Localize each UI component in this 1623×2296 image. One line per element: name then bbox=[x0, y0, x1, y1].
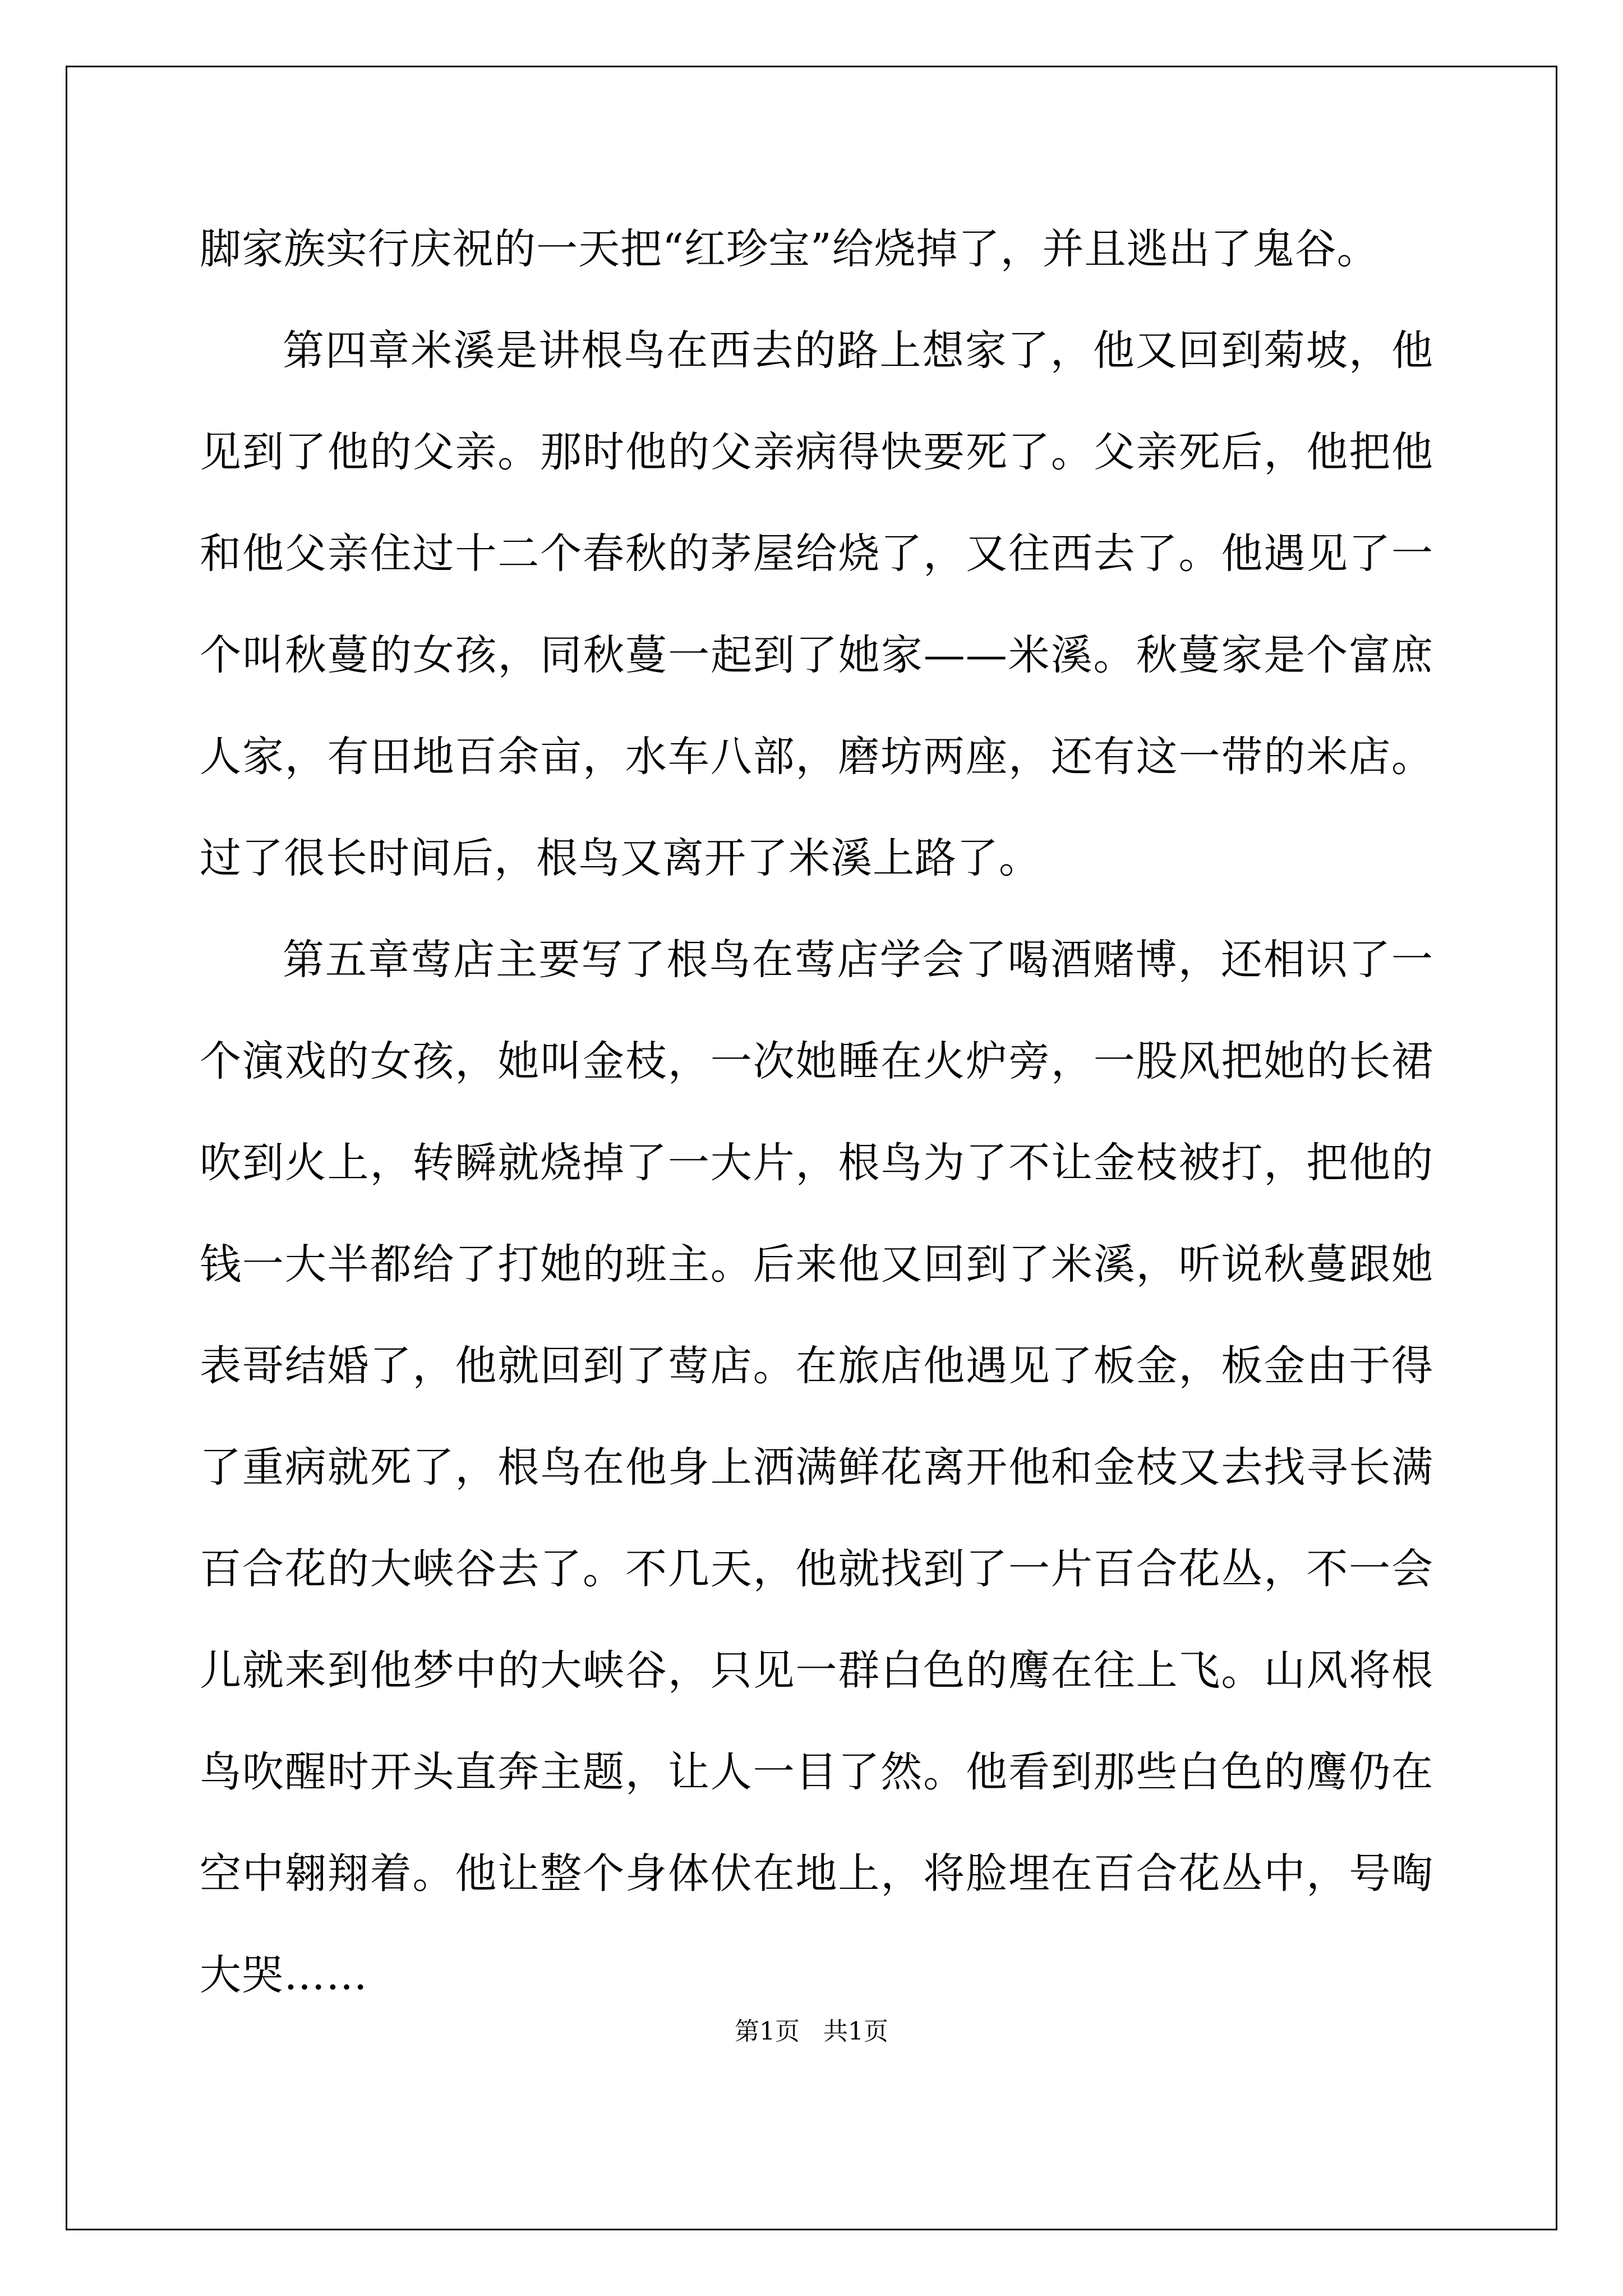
document-body bbox=[200, 199, 1433, 2026]
page-footer: 第1页 共1页 bbox=[735, 2017, 888, 2046]
paragraph-1: 脚家族实行庆祝的一天把“红珍宝”给烧掉了，并且逃出了鬼谷。 bbox=[200, 225, 1379, 273]
paragraph-3: 第五章莺店主要写了根鸟在莺店学会了喝酒赌博，还相识了一个演戏的女孩，她叫金枝，一次她睡在火炉旁，一股风把她的长裙吹到火上，转瞬就烧掉了一大片，根鸟为了不让金枝被打，把他的钱一大半都给了打她的班主。后来他又回到了米溪，听说秋蔓跟她表哥结婚了，他就回到了莺店。在旅店他遇见了板金，板金由于得了重病就死了，根鸟在他身上洒满鲜花离开他和金枝又去找寻长满百合花的大峡谷去了。不几天，他就找到了一片百合花丛，不一会儿就来到他梦中的大峡谷，只见一群白色的鹰在往上飞。山风将根鸟吹醒时开头直奔主题，让人一目了然。他看到那些白色的鹰仍在空中翱翔着。他让整个身体伏在地上，将脸埋在百合花丛中，号啕大哭…… bbox=[200, 936, 1433, 1999]
paragraph-2: 第四章米溪是讲根鸟在西去的路上想家了，他又回到菊坡，他见到了他的父亲。那时他的父亲病得快要死了。父亲死后，他把他和他父亲住过十二个春秋的茅屋给烧了，又往西去了。他遇见了一个叫秋蔓的女孩，同秋蔓一起到了她家——米溪。秋蔓家是个富庶人家，有田地百余亩，水车八部，磨坊两座，还有这一带的米店。过了很长时间后，根鸟又离开了米溪上路了。 bbox=[200, 326, 1433, 882]
